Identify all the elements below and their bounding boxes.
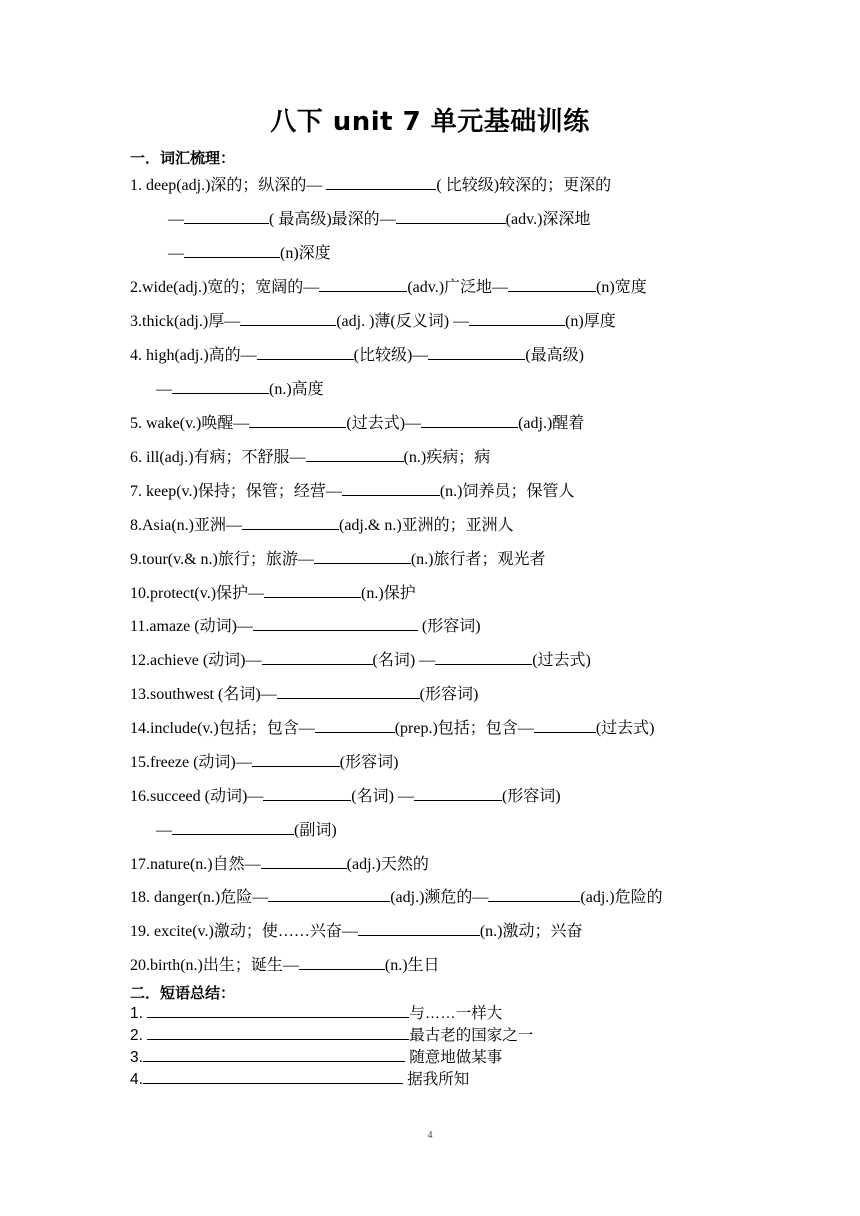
answer-blank[interactable] xyxy=(263,785,351,801)
vocab-text: 15.freeze (动词)— xyxy=(130,754,252,771)
phrase-meaning: 与……一样大 xyxy=(409,1005,503,1022)
vocab-item xyxy=(130,751,398,773)
vocab-text: 12.achieve (动词)— xyxy=(130,652,262,669)
answer-blank[interactable] xyxy=(396,208,506,224)
answer-blank[interactable] xyxy=(306,446,404,462)
vocab-item xyxy=(130,886,663,908)
answer-blank[interactable] xyxy=(469,310,565,326)
vocab-text: (adj.& n.)亚洲的；亚洲人 xyxy=(339,517,514,534)
answer-blank[interactable] xyxy=(147,1002,409,1018)
vocab-text: (adj.)危险的 xyxy=(580,889,663,906)
vocab-text: (过去式) xyxy=(532,652,591,669)
vocab-text: (副词) xyxy=(294,822,337,839)
vocab-text: (adv.)广泛地— xyxy=(407,279,509,296)
vocab-item xyxy=(130,853,429,875)
vocab-text: (adv.)深深地 xyxy=(505,211,591,228)
answer-blank[interactable] xyxy=(414,785,502,801)
answer-blank[interactable] xyxy=(172,378,269,394)
vocab-item xyxy=(130,446,490,468)
vocab-text: (n.)旅行者；观光者 xyxy=(410,551,546,568)
answer-blank[interactable] xyxy=(242,514,339,530)
vocab-text: (形容词) xyxy=(339,754,399,771)
vocab-text: 3.thick(adj.)厚— xyxy=(130,313,241,330)
vocab-text: — xyxy=(156,822,172,839)
vocab-item xyxy=(130,480,575,502)
vocab-text: 14.include(v.)包括；包含— xyxy=(130,720,315,737)
answer-blank[interactable] xyxy=(143,1068,403,1084)
answer-blank[interactable] xyxy=(249,412,346,428)
answer-blank[interactable] xyxy=(253,615,418,631)
answer-blank[interactable] xyxy=(428,344,525,360)
vocab-item xyxy=(130,649,591,671)
answer-blank[interactable] xyxy=(314,548,411,564)
phrase-item xyxy=(130,1046,502,1068)
vocab-text: 9.tour(v.& n.)旅行；旅游— xyxy=(130,551,314,568)
phrase-meaning: 据我所知 xyxy=(402,1071,470,1088)
vocab-text: 4. high(adj.)高的— xyxy=(130,347,257,364)
vocab-item xyxy=(130,683,478,705)
vocab-text: (n)厚度 xyxy=(565,313,616,330)
vocab-text: 20.birth(n.)出生；诞生— xyxy=(130,957,299,974)
vocab-text: (n.)饲养员；保管人 xyxy=(439,483,575,500)
answer-blank[interactable] xyxy=(435,649,532,665)
vocab-text: 5. wake(v.)唤醒— xyxy=(130,415,250,432)
vocab-text: — xyxy=(168,245,184,262)
vocab-item xyxy=(130,514,514,536)
phrase-item xyxy=(130,1024,533,1046)
vocab-text: — xyxy=(156,381,172,398)
phrase-meaning: 最古老的国家之一 xyxy=(409,1027,534,1044)
answer-blank[interactable] xyxy=(257,344,354,360)
answer-blank[interactable] xyxy=(264,582,361,598)
answer-blank[interactable] xyxy=(358,920,480,936)
answer-blank[interactable] xyxy=(240,310,336,326)
vocab-text: (n)深度 xyxy=(280,245,331,262)
vocab-text: 17.nature(n.)自然— xyxy=(130,856,261,873)
answer-blank[interactable] xyxy=(184,242,280,258)
vocab-text: (n.)激动；兴奋 xyxy=(479,923,583,940)
vocab-text: 16.succeed (动词)— xyxy=(130,788,264,805)
vocab-text: (最高级) xyxy=(525,347,584,364)
vocab-text: (adj.)天然的 xyxy=(346,856,429,873)
answer-blank[interactable] xyxy=(421,412,518,428)
answer-blank[interactable] xyxy=(326,174,436,190)
vocab-item xyxy=(168,208,590,230)
vocab-text: 7. keep(v.)保持；保管；经营— xyxy=(130,483,342,500)
vocab-item xyxy=(156,378,324,400)
phrase-item xyxy=(130,1068,469,1090)
vocab-text: (形容词) xyxy=(501,788,561,805)
vocab-text: ( 最高级)最深的— xyxy=(269,211,396,228)
page-number: 4 xyxy=(427,1130,433,1141)
vocab-item xyxy=(130,954,440,976)
vocab-item xyxy=(130,344,584,366)
answer-blank[interactable] xyxy=(262,649,373,665)
answer-blank[interactable] xyxy=(147,1024,409,1040)
vocab-text: ( 比较级)较深的；更深的 xyxy=(436,177,612,194)
phrase-number: 2. xyxy=(130,1027,148,1044)
phrase-item xyxy=(130,1002,502,1024)
phrase-number: 4. xyxy=(130,1071,143,1088)
vocab-text: 6. ill(adj.)有病；不舒服— xyxy=(130,449,306,466)
vocab-text: (adj.)醒着 xyxy=(518,415,585,432)
answer-blank[interactable] xyxy=(508,276,596,292)
vocab-text: (形容词) xyxy=(419,686,479,703)
vocab-text: (n.)生日 xyxy=(384,957,440,974)
vocab-text: (n)宽度 xyxy=(596,279,647,296)
vocab-text: (n.)高度 xyxy=(269,381,324,398)
answer-blank[interactable] xyxy=(172,819,294,835)
vocab-text: 8.Asia(n.)亚洲— xyxy=(130,517,242,534)
vocab-item xyxy=(130,310,616,332)
vocab-text: 10.protect(v.)保护— xyxy=(130,585,265,602)
page-title: 八下 unit 7 单元基础训练 xyxy=(270,107,590,137)
vocab-text: (过去式) xyxy=(595,720,655,737)
vocab-item xyxy=(130,920,583,942)
vocab-text: (名词) — xyxy=(351,788,414,805)
answer-blank[interactable] xyxy=(184,208,269,224)
vocab-text: 19. excite(v.)激动；使……兴奋— xyxy=(130,923,358,940)
phrase-meaning: 随意地做某事 xyxy=(404,1049,503,1066)
vocab-text: 11.amaze (动词)— xyxy=(130,618,253,635)
vocab-text: 1. deep(adj.)深的；纵深的— xyxy=(130,177,327,194)
vocab-text: (形容词) xyxy=(417,618,481,635)
section-phrases-heading: 二．短语总结： xyxy=(130,984,236,1002)
section-vocabulary-heading: 一．词汇梳理： xyxy=(130,149,236,167)
vocab-text: (adj.)濒危的— xyxy=(390,889,489,906)
answer-blank[interactable] xyxy=(261,853,347,869)
vocab-text: — xyxy=(168,211,184,228)
answer-blank[interactable] xyxy=(534,717,596,733)
vocab-text: 18. danger(n.)危险— xyxy=(130,889,269,906)
answer-blank[interactable] xyxy=(319,276,407,292)
answer-blank[interactable] xyxy=(488,886,580,902)
answer-blank[interactable] xyxy=(277,683,420,699)
vocab-text: (过去式)— xyxy=(346,415,422,432)
answer-blank[interactable] xyxy=(252,751,340,767)
vocab-item xyxy=(130,174,611,196)
answer-blank[interactable] xyxy=(342,480,440,496)
vocab-text: (n.)疾病；病 xyxy=(403,449,491,466)
vocab-item xyxy=(130,548,546,570)
answer-blank[interactable] xyxy=(299,954,385,970)
vocab-text: (n.)保护 xyxy=(361,585,416,602)
phrase-number: 3. xyxy=(130,1049,143,1066)
vocab-item xyxy=(130,615,481,637)
vocab-item xyxy=(156,819,337,841)
vocab-item xyxy=(130,717,654,739)
vocab-item xyxy=(168,242,331,264)
vocab-item xyxy=(130,785,561,807)
answer-blank[interactable] xyxy=(143,1046,405,1062)
vocab-text: (prep.)包括；包含— xyxy=(394,720,534,737)
vocab-text: 13.southwest (名词)— xyxy=(130,686,277,703)
answer-blank[interactable] xyxy=(315,717,395,733)
phrase-number: 1. xyxy=(130,1005,148,1022)
vocab-item xyxy=(130,412,584,434)
vocab-text: (adj. )薄(反义词) — xyxy=(336,313,470,330)
vocab-text: (名词) — xyxy=(372,652,436,669)
vocab-item xyxy=(130,276,647,298)
vocab-item xyxy=(130,582,416,604)
vocab-text: 2.wide(adj.)宽的；宽阔的— xyxy=(130,279,320,296)
vocab-text: (比较级)— xyxy=(353,347,429,364)
answer-blank[interactable] xyxy=(268,886,390,902)
